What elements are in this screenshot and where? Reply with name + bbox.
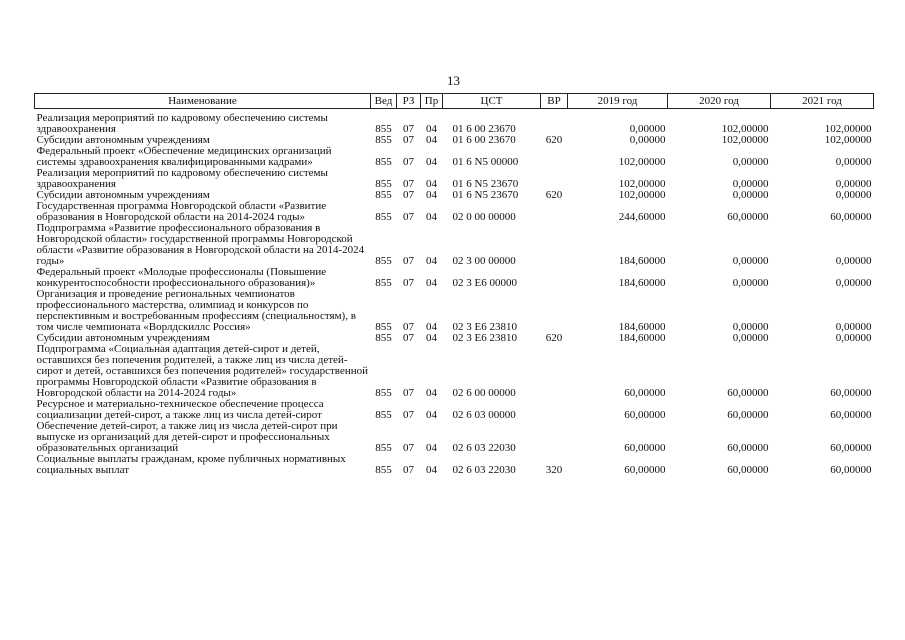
row-cst: 02 3 E6 00000: [452, 277, 517, 289]
table-row: [35, 454, 874, 476]
row-amount-2020: 0,00000: [732, 178, 769, 190]
row-amount-2020: 0,00000: [732, 277, 769, 289]
row-name: Подпрограмма «Развитие профессионального образования в Новгородской области» государственной программы Новгородской области «Развитие образования в Новгородской области на 2014-2024 годы»: [36, 222, 365, 267]
row-vr: [541, 109, 568, 136]
row-amount-2021: 102,00000: [824, 134, 872, 146]
row-vr: [541, 168, 568, 190]
row-amount-2021: 0,00000: [835, 178, 872, 190]
row-pr: 04: [426, 387, 437, 399]
row-cst: 02 0 00 00000: [452, 211, 516, 223]
row-amount-2021: 60,00000: [830, 442, 872, 454]
table-row: [35, 168, 874, 190]
row-pr: 04: [426, 178, 437, 190]
row-amount-2020: 102,00000: [721, 123, 769, 135]
row-name: Реализация мероприятий по кадровому обеспечению системы здравоохранения: [36, 167, 328, 190]
row-ved: 855: [375, 442, 392, 454]
row-vr: [541, 267, 568, 289]
row-amount-2020: 0,00000: [732, 156, 769, 168]
table-row: [35, 399, 874, 421]
row-ved: 855: [375, 134, 392, 146]
table-row: [35, 109, 874, 136]
row-amount-2019: 184,60000: [618, 321, 666, 333]
row-cst: 01 6 N5 00000: [452, 156, 519, 168]
table-row: [35, 289, 874, 333]
row-cst: 02 3 00 00000: [452, 255, 516, 267]
row-amount-2019: 102,00000: [618, 156, 666, 168]
row-rz: 07: [403, 464, 414, 476]
row-pr: 04: [426, 156, 437, 168]
row-vr: [541, 146, 568, 168]
row-amount-2021: 0,00000: [835, 277, 872, 289]
row-amount-2019: 184,60000: [618, 255, 666, 267]
row-ved: 855: [375, 321, 392, 333]
row-cst: 01 6 N5 23670: [452, 189, 519, 201]
row-amount-2019: 102,00000: [618, 189, 666, 201]
row-vr: [541, 289, 568, 333]
row-rz: 07: [403, 123, 414, 135]
row-rz: 07: [403, 442, 414, 454]
row-name: Обеспечение детей-сирот, а также лиц из числа детей-сирот при выпуске из организаций для детей-сирот и профессиональных образовательных организаций: [36, 420, 338, 454]
row-ved: 855: [375, 123, 392, 135]
row-rz: 07: [403, 255, 414, 267]
row-rz: 07: [403, 321, 414, 333]
row-ved: 855: [375, 332, 392, 344]
row-amount-2019: 0,00000: [629, 134, 666, 146]
row-name: Ресурсное и материально-техническое обеспечение процесса социализации детей-сирот, а также лиц из числа детей-сирот: [36, 398, 324, 421]
row-amount-2019: 184,60000: [618, 332, 666, 344]
row-rz: 07: [403, 189, 414, 201]
header-2021: 2021 год: [771, 94, 874, 109]
row-name: Организация и проведение региональных чемпионатов профессионального мастерства, олимпиад и конкурсов по перспективным и востребованным профессиям (специальностям), в том числе чемпионата «Ворлдскиллс Россия»: [36, 288, 356, 333]
row-vr: 620: [545, 332, 563, 344]
row-rz: 07: [403, 409, 414, 421]
row-name: Субсидии автономным учреждениям: [36, 134, 210, 146]
row-pr: 04: [426, 277, 437, 289]
header-2020: 2020 год: [668, 94, 771, 109]
row-amount-2020: 60,00000: [727, 387, 769, 399]
row-rz: 07: [403, 134, 414, 146]
row-cst: 02 6 03 00000: [452, 409, 516, 421]
row-amount-2021: 0,00000: [835, 332, 872, 344]
row-cst: 02 6 03 22030: [452, 442, 516, 454]
row-rz: 07: [403, 277, 414, 289]
row-amount-2020: 0,00000: [732, 321, 769, 333]
row-pr: 04: [426, 332, 437, 344]
row-vr: 620: [545, 189, 563, 201]
row-amount-2021: 60,00000: [830, 211, 872, 223]
row-vr: [541, 399, 568, 421]
row-ved: 855: [375, 464, 392, 476]
row-amount-2019: 244,60000: [618, 211, 666, 223]
row-amount-2019: 102,00000: [618, 178, 666, 190]
budget-table: [34, 93, 874, 476]
row-name: Федеральный проект «Молодые профессионалы (Повышение конкурентоспособности профессионального образования)»: [36, 266, 327, 289]
table-row: [35, 267, 874, 289]
row-cst: 01 6 N5 23670: [452, 178, 519, 190]
row-pr: 04: [426, 189, 437, 201]
row-ved: 855: [375, 156, 392, 168]
row-pr: 04: [426, 255, 437, 267]
row-vr: [541, 421, 568, 454]
row-cst: 01 6 00 23670: [452, 134, 516, 146]
row-name: Субсидии автономным учреждениям: [36, 332, 210, 344]
row-amount-2020: 0,00000: [732, 255, 769, 267]
row-amount-2020: 60,00000: [727, 464, 769, 476]
row-cst: 02 3 E6 23810: [452, 332, 517, 344]
row-vr: 620: [545, 134, 563, 146]
row-amount-2019: 60,00000: [624, 387, 666, 399]
row-amount-2019: 60,00000: [624, 409, 666, 421]
row-amount-2019: 60,00000: [624, 464, 666, 476]
row-vr: [541, 201, 568, 223]
row-amount-2021: 0,00000: [835, 189, 872, 201]
table-row: [35, 201, 874, 223]
row-ved: 855: [375, 387, 392, 399]
row-vr: 320: [545, 464, 563, 476]
row-ved: 855: [375, 409, 392, 421]
row-ved: 855: [375, 277, 392, 289]
row-rz: 07: [403, 332, 414, 344]
row-name: Государственная программа Новгородской области «Развитие образования в Новгородской области на 2014-2024 годы»: [36, 200, 327, 223]
row-amount-2021: 60,00000: [830, 464, 872, 476]
row-amount-2021: 60,00000: [830, 409, 872, 421]
row-pr: 04: [426, 321, 437, 333]
row-amount-2019: 60,00000: [624, 442, 666, 454]
row-ved: 855: [375, 255, 392, 267]
header-ved: Вед: [371, 94, 397, 109]
row-cst: 02 6 03 22030: [452, 464, 516, 476]
header-2019: 2019 год: [568, 94, 668, 109]
row-amount-2021: 0,00000: [835, 156, 872, 168]
row-pr: 04: [426, 134, 437, 146]
row-rz: 07: [403, 211, 414, 223]
row-cst: 01 6 00 23670: [452, 123, 516, 135]
row-amount-2021: 0,00000: [835, 321, 872, 333]
row-ved: 855: [375, 211, 392, 223]
row-amount-2020: 0,00000: [732, 189, 769, 201]
row-pr: 04: [426, 442, 437, 454]
row-amount-2020: 60,00000: [727, 409, 769, 421]
table-row: [35, 146, 874, 168]
header-name: Наименование: [35, 94, 371, 109]
row-amount-2021: 0,00000: [835, 255, 872, 267]
page-number: 13: [447, 73, 460, 88]
row-ved: 855: [375, 178, 392, 190]
row-rz: 07: [403, 178, 414, 190]
row-amount-2019: 184,60000: [618, 277, 666, 289]
header-cst: ЦСТ: [443, 94, 541, 109]
row-name: Реализация мероприятий по кадровому обеспечению системы здравоохранения: [36, 112, 328, 135]
row-rz: 07: [403, 156, 414, 168]
header-rz: РЗ: [397, 94, 421, 109]
row-name: Федеральный проект «Обеспечение медицинских организаций системы здравоохранения квалифицированными кадрами»: [36, 145, 332, 168]
row-vr: [541, 344, 568, 399]
row-pr: 04: [426, 123, 437, 135]
row-vr: [541, 223, 568, 267]
row-amount-2020: 60,00000: [727, 442, 769, 454]
table-row: [35, 344, 874, 399]
table-row: [35, 223, 874, 267]
header-vr: ВР: [541, 94, 568, 109]
table-header-row: [35, 94, 874, 109]
row-pr: 04: [426, 464, 437, 476]
row-amount-2020: 102,00000: [721, 134, 769, 146]
row-ved: 855: [375, 189, 392, 201]
row-cst: 02 6 00 00000: [452, 387, 516, 399]
row-amount-2021: 102,00000: [824, 123, 872, 135]
row-cst: 02 3 E6 23810: [452, 321, 517, 333]
row-amount-2019: 0,00000: [629, 123, 666, 135]
header-pr: Пр: [421, 94, 443, 109]
row-pr: 04: [426, 211, 437, 223]
row-amount-2020: 0,00000: [732, 332, 769, 344]
row-name: Субсидии автономным учреждениям: [36, 189, 210, 201]
row-pr: 04: [426, 409, 437, 421]
table-row: [35, 421, 874, 454]
row-name: Подпрограмма «Социальная адаптация детей-сирот и детей, оставшихся без попечения родителей, а также лиц из числа детей-сирот и детей, оставшихся без попечения родителей» государственной программы Новгородской области «Развитие образования в Новгородской области на 2014-2024 годы»: [36, 343, 368, 399]
row-amount-2020: 60,00000: [727, 211, 769, 223]
row-rz: 07: [403, 387, 414, 399]
row-amount-2021: 60,00000: [830, 387, 872, 399]
row-name: Социальные выплаты гражданам, кроме публичных нормативных социальных выплат: [36, 453, 346, 476]
